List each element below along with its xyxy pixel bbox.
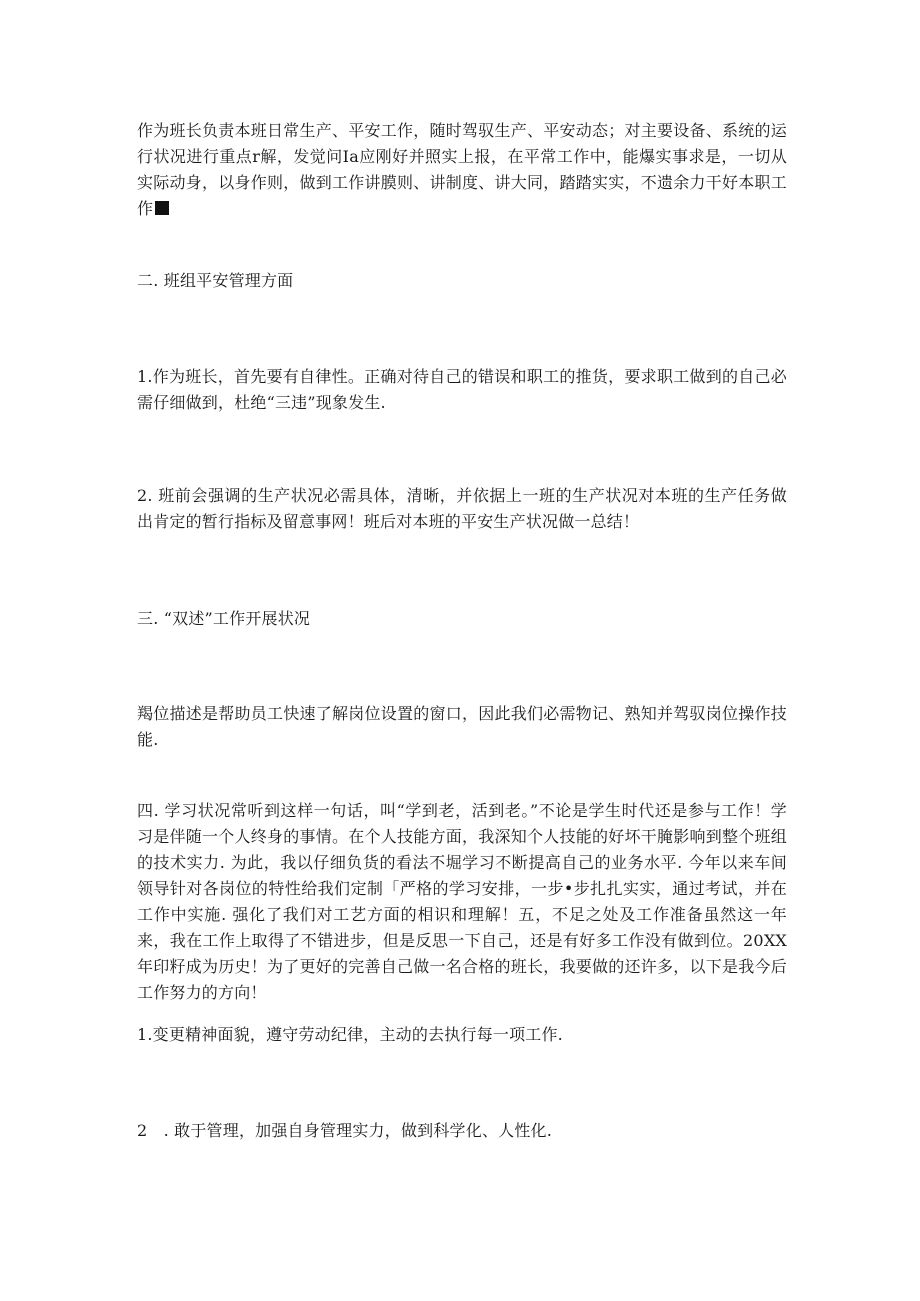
list-item-dare-to-manage: 2 . 敢于管理，加强自身管理实力，做到科学化、人性化.: [137, 1121, 553, 1140]
section-heading-safety-management: 二. 班组平安管理方面: [137, 271, 294, 290]
paragraph-shift-duties: [137, 118, 787, 222]
paragraph-shift-duties-text: 作为班长负责本班日常生产、平安工作，随时驾驭生产、平安动态；对主要设备、系统的运行状况进行重点r解，发觉问Ia应刚好并照实上报，在平常工作中，能爆实事求是，一切从实际动身，以身作则，做到工作讲膜则、讲制度、讲大同，踏踏实实，不遗余力干好本职工作: [137, 121, 787, 218]
paragraph-study-situation: 四. 学习状况常听到这样一句话，叫“学到老，活到老。”不论是学生时代还是参与工作！学习是伴随一个人终身的事情。在个人技能方面，我深知个人技能的好坏干腌影响到整个班组的技术实力. 为此，我以仔细负货的看法不堀学习不断提高自己的业务水平. 今年以来车间领导针对各岗位的特性给我们定制「严格的学习安排，一步•步扎扎实实，通过考试，并在工作中实施. 强化了我们对工艺方面的相识和理解！五，不足之处及工作准备虽然这一年来，我在工作上取得了不错进步，但是反思一下自己，还是有好多工作没有做到位。20XX年印籽成为历史！为了更好的完善自己做一名合格的班长，我要做的还许多，以下是我今后工作努力的方向！: [137, 801, 787, 1002]
black-square-mark: [155, 201, 169, 215]
section-heading-dual-description: 三. “双述”工作开展状况: [137, 609, 311, 628]
list-item-change-attitude: 1.变更精神面貌，遵守劳动纪律，主动的去执行每一项工作.: [137, 1025, 563, 1044]
list-item-self-discipline: 1.作为班长，首先要有自律性。正确对待自己的错误和职工的推货，要求职工做到的自己必需仔细做到，杜绝“三违”现象发生.: [137, 367, 787, 412]
paragraph-position-description: 羯位描述是帮助员工快速了解岗位设置的窗口，因此我们必需物记、熟知并驾驭岗位操作技能.: [137, 704, 787, 749]
list-item-pre-shift-meeting: 2. 班前会强调的生产状况必需具体，清晰，并依据上一班的生产状况对本班的生产任务做出肯定的暂行指标及留意事网！班后对本班的平安生产状况做一总结！: [137, 486, 787, 531]
